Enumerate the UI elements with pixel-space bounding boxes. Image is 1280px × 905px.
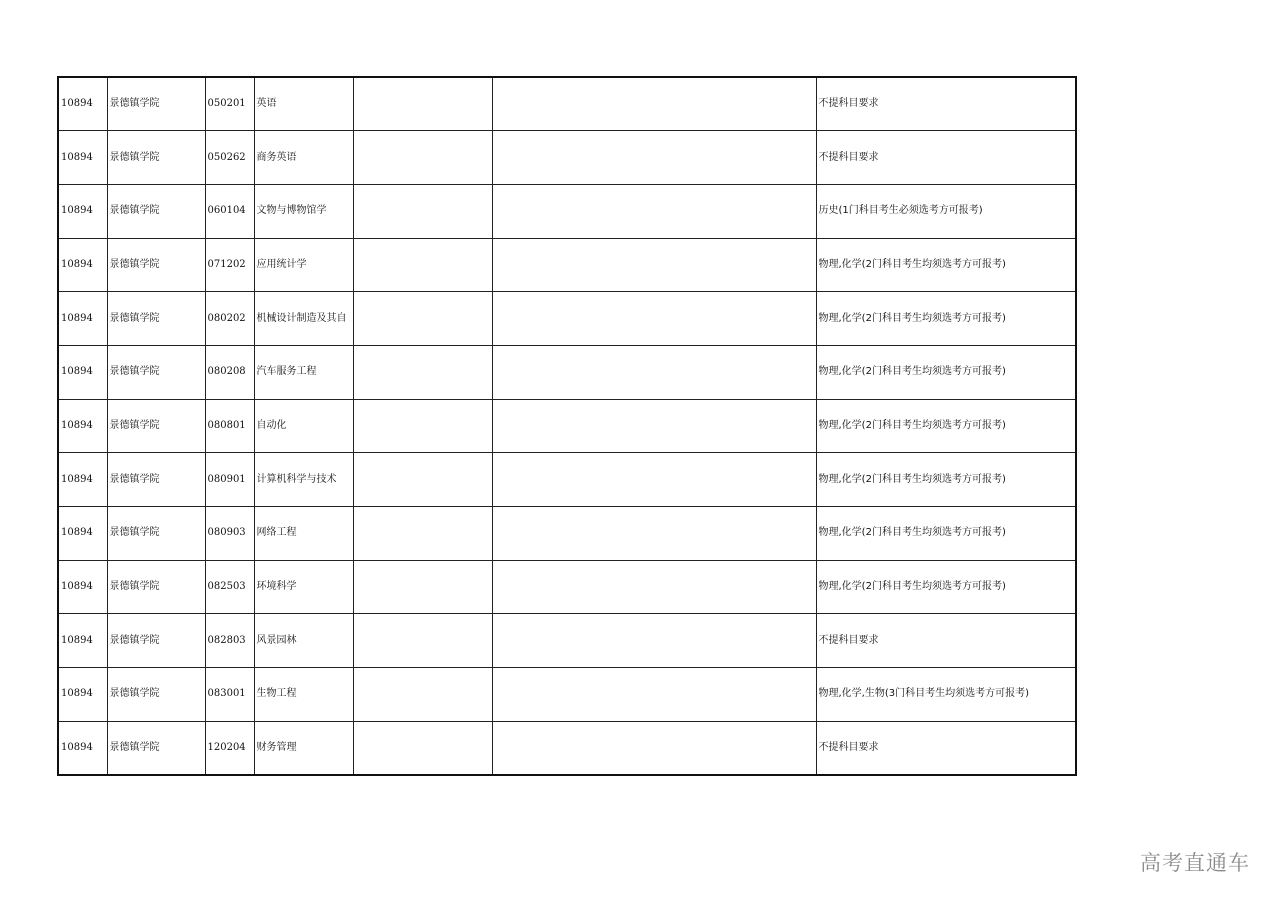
empty-cell: [492, 614, 816, 668]
empty-cell: [492, 77, 816, 131]
empty-cell: [353, 560, 492, 614]
school-name-cell: 景德镇学院: [107, 131, 205, 185]
major-name-cell: 风景园林: [254, 614, 353, 668]
table-row: [58, 721, 1076, 775]
table-row: [58, 614, 1076, 668]
table-row: [58, 453, 1076, 507]
subject-requirement-cell: 物理,化学(2门科目考生均须选考方可报考): [816, 345, 1076, 399]
major-code-cell: 071202: [205, 238, 254, 292]
major-code-cell: 080208: [205, 345, 254, 399]
school-code-cell: 10894: [58, 345, 107, 399]
table-row: [58, 345, 1076, 399]
empty-cell: [492, 131, 816, 185]
major-name-cell: 环境科学: [254, 560, 353, 614]
empty-cell: [492, 238, 816, 292]
empty-cell: [492, 292, 816, 346]
empty-cell: [492, 399, 816, 453]
school-code-cell: 10894: [58, 668, 107, 722]
major-code-cell: 060104: [205, 184, 254, 238]
major-code-cell: 083001: [205, 668, 254, 722]
empty-cell: [492, 345, 816, 399]
empty-cell: [492, 560, 816, 614]
major-name-cell: 应用统计学: [254, 238, 353, 292]
empty-cell: [492, 507, 816, 561]
school-code-cell: 10894: [58, 560, 107, 614]
requirements-table: [57, 76, 1077, 776]
subject-requirement-cell: 物理,化学(2门科目考生均须选考方可报考): [816, 292, 1076, 346]
table-row: [58, 292, 1076, 346]
school-code-cell: 10894: [58, 184, 107, 238]
table-row: [58, 238, 1076, 292]
school-name-cell: 景德镇学院: [107, 721, 205, 775]
major-code-cell: 050262: [205, 131, 254, 185]
major-name-cell: 计算机科学与技术: [254, 453, 353, 507]
empty-cell: [353, 131, 492, 185]
table-row: [58, 184, 1076, 238]
school-name-cell: 景德镇学院: [107, 77, 205, 131]
major-code-cell: 082803: [205, 614, 254, 668]
subject-requirement-cell: 不提科目要求: [816, 131, 1076, 185]
school-code-cell: 10894: [58, 131, 107, 185]
subject-requirement-cell: 物理,化学(2门科目考生均须选考方可报考): [816, 507, 1076, 561]
table-row: [58, 560, 1076, 614]
school-name-cell: 景德镇学院: [107, 668, 205, 722]
major-name-cell: 英语: [254, 77, 353, 131]
school-code-cell: 10894: [58, 77, 107, 131]
school-name-cell: 景德镇学院: [107, 345, 205, 399]
empty-cell: [353, 399, 492, 453]
empty-cell: [353, 453, 492, 507]
major-name-cell: 汽车服务工程: [254, 345, 353, 399]
subject-requirement-cell: 物理,化学(2门科目考生均须选考方可报考): [816, 399, 1076, 453]
major-name-cell: 自动化: [254, 399, 353, 453]
empty-cell: [492, 721, 816, 775]
empty-cell: [353, 292, 492, 346]
subject-requirement-cell: 不提科目要求: [816, 614, 1076, 668]
subject-requirement-cell: 物理,化学(2门科目考生均须选考方可报考): [816, 453, 1076, 507]
school-name-cell: 景德镇学院: [107, 453, 205, 507]
major-name-cell: 机械设计制造及其自: [254, 292, 353, 346]
major-name-cell: 财务管理: [254, 721, 353, 775]
school-name-cell: 景德镇学院: [107, 614, 205, 668]
major-code-cell: 080801: [205, 399, 254, 453]
school-name-cell: 景德镇学院: [107, 399, 205, 453]
subject-requirement-cell: 不提科目要求: [816, 721, 1076, 775]
table-row: [58, 131, 1076, 185]
subject-requirement-cell: 物理,化学,生物(3门科目考生均须选考方可报考): [816, 668, 1076, 722]
subject-requirement-cell: 物理,化学(2门科目考生均须选考方可报考): [816, 238, 1076, 292]
empty-cell: [353, 77, 492, 131]
table-row: [58, 399, 1076, 453]
subject-requirement-cell: 不提科目要求: [816, 77, 1076, 131]
major-name-cell: 文物与博物馆学: [254, 184, 353, 238]
major-name-cell: 网络工程: [254, 507, 353, 561]
major-code-cell: 080901: [205, 453, 254, 507]
subject-requirement-cell: 历史(1门科目考生必须选考方可报考): [816, 184, 1076, 238]
table-row: [58, 668, 1076, 722]
school-code-cell: 10894: [58, 721, 107, 775]
empty-cell: [353, 614, 492, 668]
table-row: [58, 77, 1076, 131]
empty-cell: [353, 238, 492, 292]
subject-requirement-cell: 物理,化学(2门科目考生均须选考方可报考): [816, 560, 1076, 614]
school-code-cell: 10894: [58, 292, 107, 346]
major-name-cell: 商务英语: [254, 131, 353, 185]
school-name-cell: 景德镇学院: [107, 560, 205, 614]
school-name-cell: 景德镇学院: [107, 507, 205, 561]
school-code-cell: 10894: [58, 614, 107, 668]
table-row: [58, 507, 1076, 561]
school-name-cell: 景德镇学院: [107, 184, 205, 238]
major-code-cell: 050201: [205, 77, 254, 131]
school-name-cell: 景德镇学院: [107, 292, 205, 346]
empty-cell: [353, 721, 492, 775]
empty-cell: [353, 668, 492, 722]
empty-cell: [353, 507, 492, 561]
empty-cell: [492, 184, 816, 238]
major-code-cell: 080202: [205, 292, 254, 346]
watermark-text: 高考直通车: [1140, 851, 1250, 875]
major-code-cell: 080903: [205, 507, 254, 561]
major-code-cell: 082503: [205, 560, 254, 614]
empty-cell: [353, 345, 492, 399]
empty-cell: [492, 453, 816, 507]
empty-cell: [353, 184, 492, 238]
school-code-cell: 10894: [58, 453, 107, 507]
school-code-cell: 10894: [58, 507, 107, 561]
empty-cell: [492, 668, 816, 722]
major-name-cell: 生物工程: [254, 668, 353, 722]
school-code-cell: 10894: [58, 399, 107, 453]
school-code-cell: 10894: [58, 238, 107, 292]
table-body: [58, 77, 1076, 775]
school-name-cell: 景德镇学院: [107, 238, 205, 292]
major-code-cell: 120204: [205, 721, 254, 775]
